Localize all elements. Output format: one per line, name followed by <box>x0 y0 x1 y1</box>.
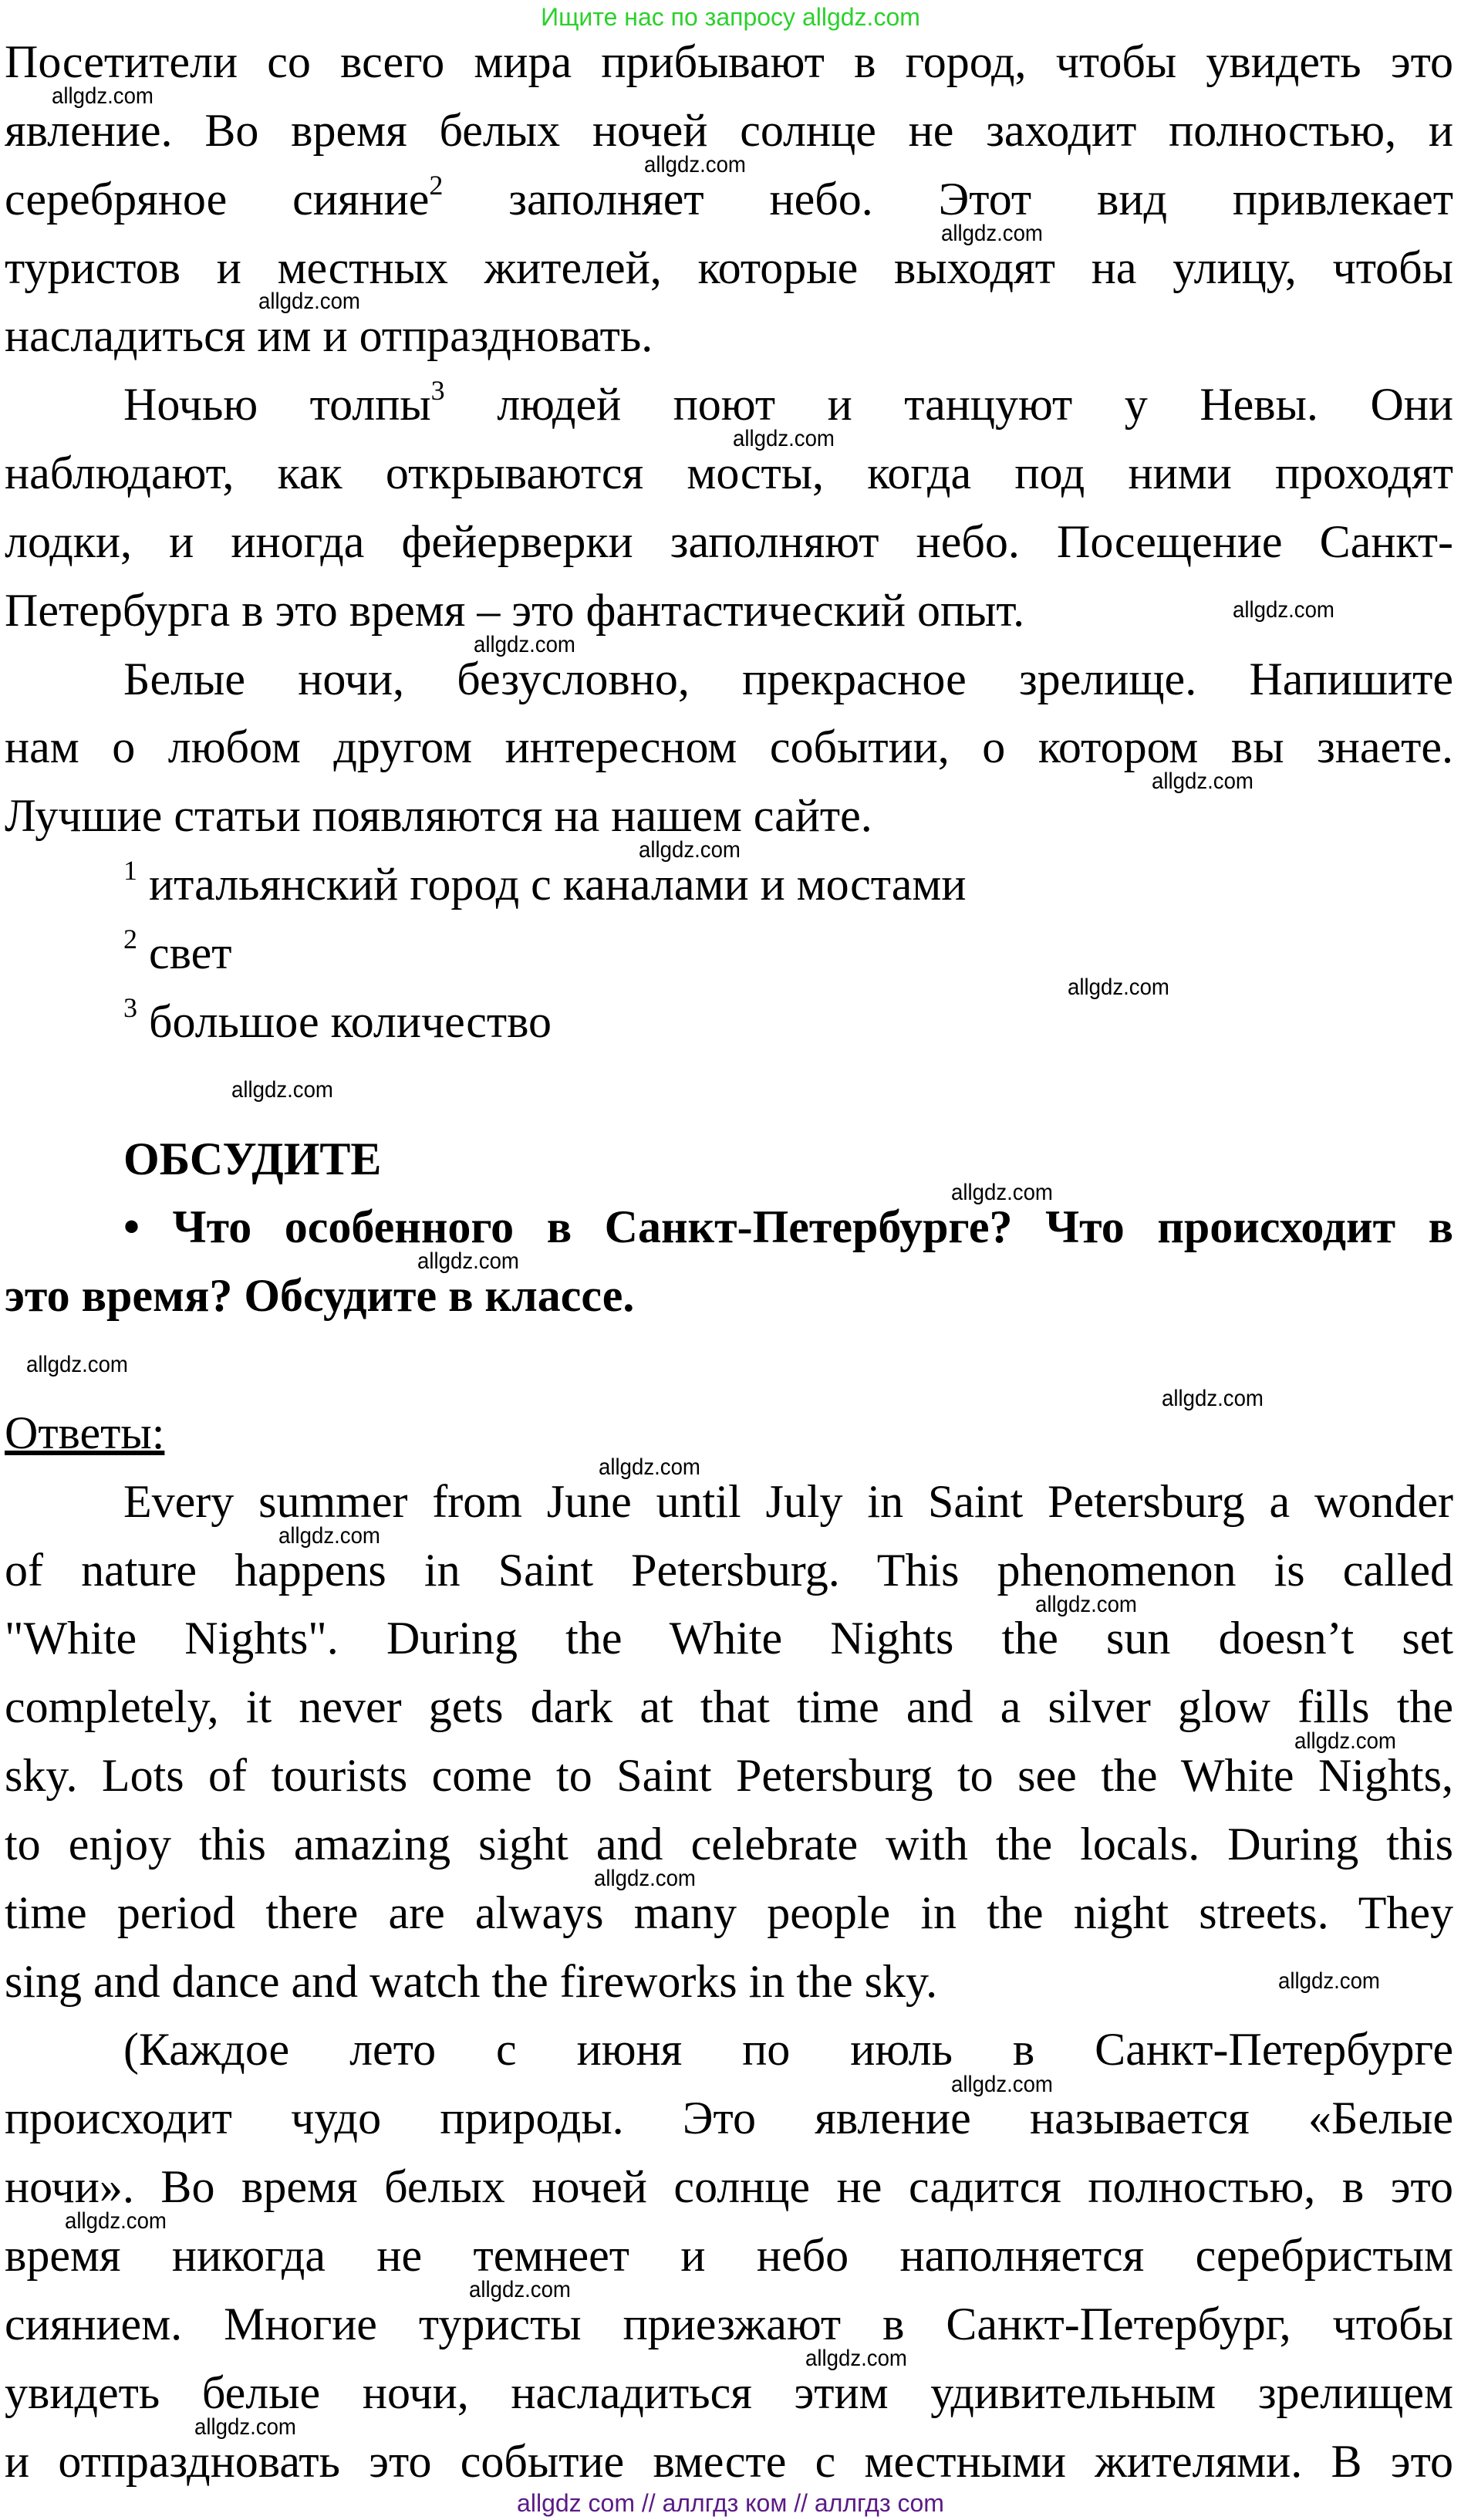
text-line <box>5 2153 1453 2221</box>
text-segment: completely, it never gets dark at that time and a silver glow fills the <box>5 1681 1453 1733</box>
watermark: allgdz.com <box>1068 974 1169 1000</box>
text-segment: и отпраздновать это событие вместе с местными жителями. В это <box>5 2435 1453 2487</box>
text-segment: свет <box>137 927 232 978</box>
text-line <box>5 2084 1453 2153</box>
watermark: allgdz.com <box>941 220 1043 246</box>
text-segment: сиянием. Многие туристы приезжают в Санкт-Петербург, чтобы <box>5 2298 1453 2349</box>
text-line <box>5 1604 1453 1673</box>
document-body <box>5 28 1453 2495</box>
text-line <box>5 28 1453 96</box>
text-segment: явление. Во время белых ночей солнце не заходит полностью, и <box>5 104 1453 156</box>
text-segment: заполняет небо. Этот вид привлекает <box>443 173 1453 225</box>
watermark: allgdz.com <box>474 631 575 657</box>
text-segment: нам о любом другом интересном событии, о котором вы знаете. <box>5 721 1453 773</box>
text-line <box>5 2221 1453 2290</box>
watermark: allgdz.com <box>194 2414 296 2440</box>
text-segment: (Каждое лето с июня по июль в Санкт-Петербурге <box>123 2024 1453 2076</box>
footnote-marker: 2 <box>429 169 444 201</box>
text-line <box>5 1741 1453 1810</box>
text-segment: время никогда не темнеет и небо наполняется серебристым <box>5 2230 1453 2281</box>
watermark: allgdz.com <box>65 2208 167 2235</box>
text-line <box>5 234 1453 302</box>
text-line <box>5 1262 1453 1330</box>
watermark: allgdz.com <box>805 2345 907 2371</box>
watermark: allgdz.com <box>26 1351 128 1377</box>
text-line <box>5 1536 1453 1605</box>
watermark: allgdz.com <box>733 426 835 452</box>
footer-text: allgdz com // аллгдз ком // аллгдз com <box>517 2489 944 2517</box>
text-segment: "White Nights". During the White Nights the sun doesn’t set <box>5 1613 1453 1664</box>
text-segment: Посетители со всего мира прибывают в город, чтобы увидеть это <box>5 36 1453 87</box>
text-line <box>5 1810 1453 1879</box>
text-segment: ОБСУДИТЕ <box>123 1133 382 1184</box>
text-segment: происходит чудо природы. Это явление называется «Белые <box>5 2093 1453 2144</box>
watermark: allgdz.com <box>1294 1728 1396 1755</box>
watermark: allgdz.com <box>1162 1386 1264 1411</box>
watermark: allgdz.com <box>469 2277 571 2303</box>
watermark: allgdz.com <box>1278 1968 1380 1995</box>
text-segment: лодки, и иногда фейерверки заполняют небо. Посещение Санкт- <box>5 515 1453 567</box>
header-text: Ищите нас по запросу allgdz.com <box>541 3 920 31</box>
text-segment: time period there are always many people in the night streets. They <box>5 1887 1453 1938</box>
text-segment: увидеть белые ночи, насладиться этим удивительным зрелищем <box>5 2366 1453 2418</box>
watermark: allgdz.com <box>594 1865 696 1891</box>
text-line <box>5 919 1453 988</box>
text-segment: людей поют и танцуют у Невы. Они <box>444 379 1453 431</box>
watermark: allgdz.com <box>599 1454 700 1480</box>
text-line <box>5 1056 1453 1125</box>
footnote-marker: 3 <box>123 991 137 1023</box>
text-line <box>5 1673 1453 1741</box>
text-segment: Белые ночи, безусловно, прекрасное зрелище. Напишите <box>123 653 1453 704</box>
text-segment: of nature happens in Saint Petersburg. This phenomenon is called <box>5 1544 1453 1596</box>
watermark: allgdz.com <box>644 151 746 177</box>
watermark: allgdz.com <box>1233 597 1334 623</box>
footnote-marker: 2 <box>123 923 137 954</box>
text-line <box>5 2015 1453 2084</box>
text-segment: Ответы: <box>5 1407 165 1458</box>
text-line <box>5 988 1453 1056</box>
text-line <box>5 439 1453 508</box>
footer-banner <box>0 2486 1461 2520</box>
text-line <box>5 2290 1453 2359</box>
watermark: allgdz.com <box>52 83 154 109</box>
text-line <box>5 1125 1453 1194</box>
text-segment: туристов и местных жителей, которые выходят на улицу, чтобы <box>5 242 1453 293</box>
text-line <box>5 302 1453 370</box>
text-segment: sky. Lots of tourists come to Saint Petersburg to see the White Nights, <box>5 1750 1453 1802</box>
text-segment: насладиться им и отпраздновать. <box>5 310 653 362</box>
watermark: allgdz.com <box>417 1248 519 1275</box>
watermark: allgdz.com <box>1035 1591 1137 1617</box>
text-line <box>5 1468 1453 1536</box>
footnote-marker: 3 <box>430 375 445 407</box>
text-segment: это время? Обсудите в классе. <box>5 1270 635 1322</box>
text-segment: ночи». Во время белых ночей солнце не садится полностью, в это <box>5 2161 1453 2213</box>
text-line <box>5 1193 1453 1262</box>
watermark: allgdz.com <box>951 2071 1053 2097</box>
footnote-marker: 1 <box>123 855 137 887</box>
watermark: allgdz.com <box>951 1180 1053 1206</box>
text-segment: Every summer from June until July in Saint Petersburg a wonder <box>123 1475 1453 1527</box>
text-segment: • Что особенного в Санкт-Петербурге? Что происходит в <box>123 1201 1453 1253</box>
text-segment: to enjoy this amazing sight and celebrate with the locals. During this <box>5 1818 1453 1870</box>
watermark: allgdz.com <box>258 289 360 315</box>
watermark: allgdz.com <box>1152 768 1253 795</box>
text-segment: большое количество <box>137 995 552 1047</box>
text-line <box>5 508 1453 576</box>
watermark: allgdz.com <box>639 837 741 863</box>
text-segment: серебряное сияние <box>5 173 430 225</box>
text-line <box>5 370 1453 439</box>
watermark: allgdz.com <box>278 1522 380 1549</box>
watermark: allgdz.com <box>231 1077 333 1103</box>
text-segment: итальянский город с каналами и мостами <box>137 859 967 910</box>
text-segment: Петербурга в это время – это фантастический опыт. <box>5 584 1025 636</box>
text-segment: sing and dance and watch the fireworks in the sky. <box>5 1955 938 2007</box>
text-line <box>5 1947 1453 2016</box>
text-segment: Ночью толпы <box>123 379 431 431</box>
text-segment: наблюдают, как открываются мосты, когда под ними проходят <box>5 448 1453 499</box>
text-line <box>5 645 1453 714</box>
text-segment: Лучшие статьи появляются на нашем сайте. <box>5 790 872 842</box>
text-line <box>5 1879 1453 1947</box>
